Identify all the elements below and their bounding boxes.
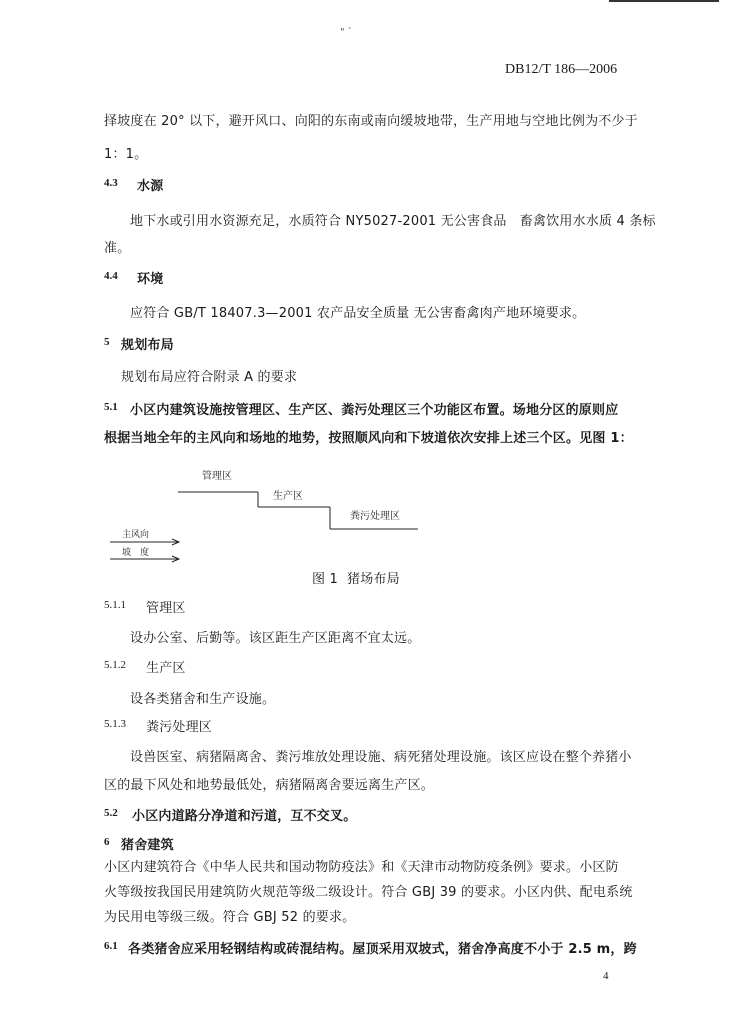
section-title: 粪污处理区 (146, 720, 213, 735)
page-number: 4 (603, 970, 609, 982)
figure-caption: 猪场布局 (347, 572, 400, 587)
paragraph-line: 区的最下风处和地势最低处，病猪隔离舍要远离生产区。 (104, 778, 435, 793)
section-number: 5 (104, 336, 110, 348)
slope-label: 坡 度 (122, 548, 150, 558)
section-title: 规划布局 (121, 338, 174, 353)
section-number: 5.1 (104, 401, 118, 413)
scan-artifact-top-right (609, 0, 719, 2)
section-number: 4.4 (104, 270, 118, 282)
paragraph-line: 小区内建筑设施按管理区、生产区、粪污处理区三个功能区布置。场地分区的原则应 (130, 403, 619, 418)
paragraph-line: 1：1。 (104, 147, 148, 162)
paragraph-line: 各类猪舍应采用轻钢结构或砖混结构。屋顶采用双坡式，猪舍净高度不小于 2.5 m，跨 (128, 942, 637, 957)
paragraph-line: 火等级按我国民用建筑防火规范等级二级设计。符合 GBJ 39 的要求。小区内供、配电系统 (104, 885, 633, 900)
section-title: 管理区 (146, 601, 186, 616)
paragraph-line: 择坡度在 20° 以下，避开风口、向阳的东南或南向缓坡地带，生产用地与空地比例为不少于 (104, 114, 638, 129)
section-number: 5.1.3 (104, 718, 126, 730)
paragraph-line: 根据当地全年的主风向和场地的地势，按照顺风向和下坡道依次安排上述三个区。见图 1： (104, 431, 633, 446)
section-number: 5.2 (104, 807, 118, 819)
section-number: 5.1.2 (104, 659, 126, 671)
paragraph-line: 应符合 GB/T 18407.3—2001 农产品安全质量 无公害畜禽肉产地环境要求。 (130, 306, 586, 321)
wind-direction-label: 主风向 (122, 530, 150, 540)
section-title: 环境 (137, 272, 164, 287)
paragraph-line: 设兽医室、病猪隔离舍、粪污堆放处理设施、病死猪处理设施。该区应设在整个养猪小 (130, 750, 632, 765)
section-number: 4.3 (104, 177, 118, 189)
paragraph-line: 规划布局应符合附录 A 的要求 (121, 370, 298, 385)
paragraph-line: 设各类猪舍和生产设施。 (130, 692, 276, 707)
zone-label-waste: 粪污处理区 (350, 511, 400, 522)
zone-label-management: 管理区 (202, 471, 232, 482)
paragraph-line: 地下水或引用水资源充足，水质符合 NY5027-2001 无公害食品 畜禽饮用水水质 4 条标 (130, 214, 656, 229)
paragraph-line: 准。 (104, 241, 131, 256)
scan-specks: " ˋ (340, 27, 353, 38)
section-title: 猪舍建筑 (121, 838, 174, 853)
section-number: 5.1.1 (104, 599, 126, 611)
section-title: 水源 (137, 179, 164, 194)
paragraph-line: 为民用电等级三级。符合 GBJ 52 的要求。 (104, 910, 356, 925)
paragraph-line: 小区内建筑符合《中华人民共和国动物防疫法》和《天津市动物防疫条例》要求。小区防 (104, 860, 619, 875)
figure-number: 图 1 (312, 572, 339, 587)
paragraph-line: 设办公室、后勤等。该区距生产区距离不宜太远。 (130, 631, 421, 646)
section-number: 6 (104, 836, 110, 848)
zone-label-production: 生产区 (273, 491, 303, 502)
section-title: 生产区 (146, 661, 186, 676)
paragraph-line: 小区内道路分净道和污道，互不交叉。 (132, 809, 357, 824)
document-code: DB12/T 186—2006 (505, 62, 618, 77)
section-number: 6.1 (104, 940, 118, 952)
layout-figure (110, 464, 430, 564)
